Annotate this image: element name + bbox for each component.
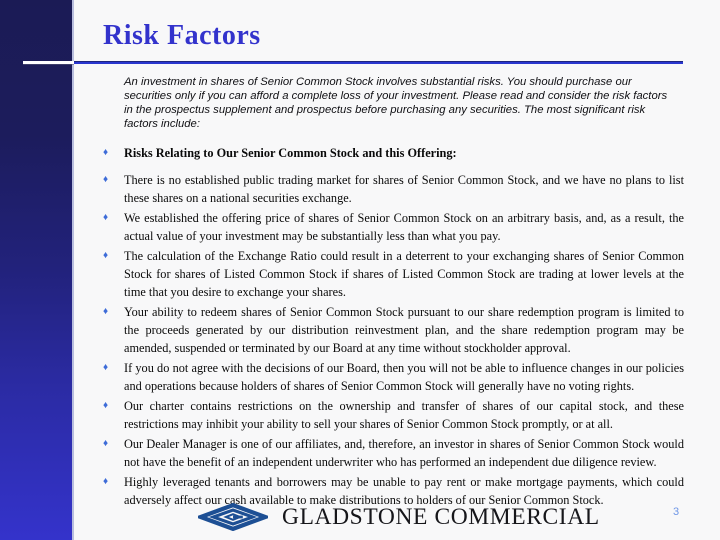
bullet-text: Our Dealer Manager is one of our affiliates, and, therefore, an investor in shares of Senior Common Stock would not have the benefit of an independent underwriter who has performed an independent due diligence review. (124, 437, 684, 469)
bullet-text: Highly leveraged tenants and borrowers may be unable to pay rent or make mortgage payments, which could adversely affect our cash available to make distributions to holders of our Senior Common Stock. (124, 475, 684, 507)
intro-paragraph: An investment in shares of Senior Common Stock involves substantial risks. You should purchase our securities only if you can afford a complete loss of your investment. Please read and consider the risk factors in the prospectus supplement and prospectus before purchasing any securities. The most significant risk factors include: (124, 76, 668, 130)
title-underline-white-segment (23, 61, 74, 64)
bullet-text: There is no established public trading market for shares of Senior Common Stock, and we have no plans to list these shares on a national securities exchange. (124, 173, 684, 205)
diamond-bullet-icon: ♦ (103, 250, 109, 261)
bullet-item (103, 171, 684, 207)
bullet-text: Our charter contains restrictions on the ownership and transfer of shares of our capital stock, and these restrictions may inhibit your ability to sell your shares of Senior Common Stock promptly, or at all. (124, 399, 684, 431)
diamond-bullet-icon: ♦ (103, 362, 109, 373)
diamond-bullet-icon: ♦ (103, 147, 109, 158)
bullet-item (103, 303, 684, 357)
bullet-item (103, 209, 684, 245)
bullet-text: We established the offering price of shares of Senior Common Stock on an arbitrary basis, and, as a result, the actual value of your investment may be substantially less than what you pay. (124, 211, 684, 243)
company-name: GLADSTONE COMMERCIAL (282, 503, 600, 530)
bullet-item (103, 359, 684, 395)
page-number: 3 (673, 506, 680, 518)
bullet-item (103, 247, 684, 301)
page-title: Risk Factors (103, 20, 261, 51)
sidebar-decoration (0, 0, 74, 540)
bullet-text: The calculation of the Exchange Ratio could result in a deterrent to your exchanging shares of Senior Common Stock for shares of Listed Common Stock if shares of Listed Common Stock are trading at lower levels at the time that you desire to exchange your shares. (124, 249, 684, 299)
bullet-text: Risks Relating to Our Senior Common Stock and this Offering: (124, 146, 457, 160)
footer (198, 500, 600, 534)
diamond-bullet-icon: ♦ (103, 174, 109, 185)
diamond-bullet-icon: ♦ (103, 306, 109, 317)
diamond-bullet-icon: ♦ (103, 212, 109, 223)
diamond-bullet-icon: ♦ (103, 438, 109, 449)
diamond-bullet-icon: ♦ (103, 400, 109, 411)
nested-diamonds-logo-icon (198, 503, 268, 531)
bullet-text: If you do not agree with the decisions of our Board, then you will not be able to influence changes in our policies and operations because holders of shares of Senior Common Stock will generally have no voting rights. (124, 361, 684, 393)
bullet-text: Your ability to redeem shares of Senior Common Stock pursuant to our share redemption program is limited to the proceeds generated by our distribution reinvestment plan, and the share redemption program may be amended, suspended or terminated by our Board at any time without stockholder approval. (124, 305, 684, 355)
bullet-list (103, 144, 684, 511)
diamond-bullet-icon: ♦ (103, 476, 109, 487)
bullet-item (103, 435, 684, 471)
bullet-item (103, 144, 684, 162)
bullet-item (103, 397, 684, 433)
title-underline-blue-segment (72, 61, 683, 64)
